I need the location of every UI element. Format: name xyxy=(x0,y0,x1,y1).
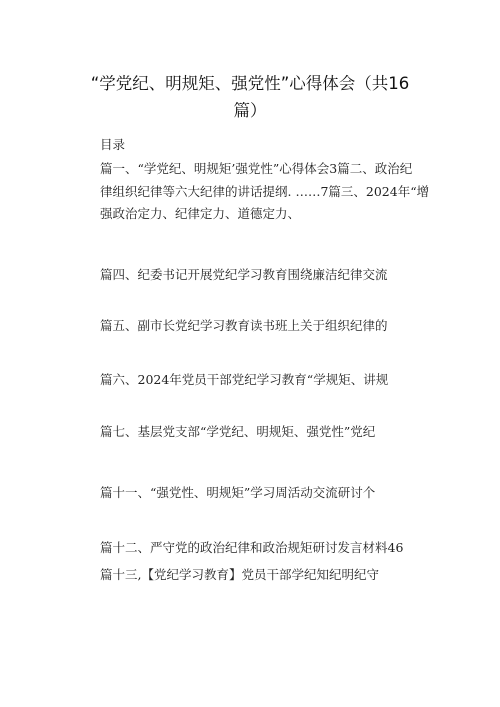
toc-entry-13: 篇十三,【党纪学习教育】党员干部学纪知纪明纪守 xyxy=(100,567,379,582)
toc-entry-1 xyxy=(100,158,430,226)
toc-entry-6: 篇六、2024年党员干部党纪学习教育“学规矩、讲规 xyxy=(100,372,389,387)
toc-entry-12: 篇十二、严守党的政治纪律和政治规矩研讨发言材料46 xyxy=(100,540,404,555)
toc-entry-1-line-3: 强政治定力、纪律定力、道德定力、 xyxy=(100,206,301,221)
toc-entry-1-line-2: 律组织纪律等六大纪律的讲话提纲. ……7篇三、2024年“增 xyxy=(100,183,430,199)
document-title xyxy=(60,70,440,124)
toc-entry-7: 篇七、基层党支部“学党纪、明规矩、强党性”党纪 xyxy=(100,424,376,439)
title-line-2: 篇） xyxy=(233,101,267,120)
title-line-1: “学党纪、明规矩、强党性”心得体会（共16 xyxy=(90,74,410,93)
toc-entry-5: 篇五、副市长党纪学习教育读书班上关于组织纪律的 xyxy=(100,318,388,333)
toc-heading: 目录 xyxy=(100,137,126,152)
toc-entry-11: 篇十一、“强党性、明规矩”学习周活动交流研讨个 xyxy=(100,485,376,500)
toc-entry-4: 篇四、纪委书记开展党纪学习教育围绕廉洁纪律交流 xyxy=(100,267,388,282)
toc-entry-1-line-1: 篇一、“学党纪、明规矩’强党性”心得体会3篇二、政治纪 xyxy=(100,161,413,176)
